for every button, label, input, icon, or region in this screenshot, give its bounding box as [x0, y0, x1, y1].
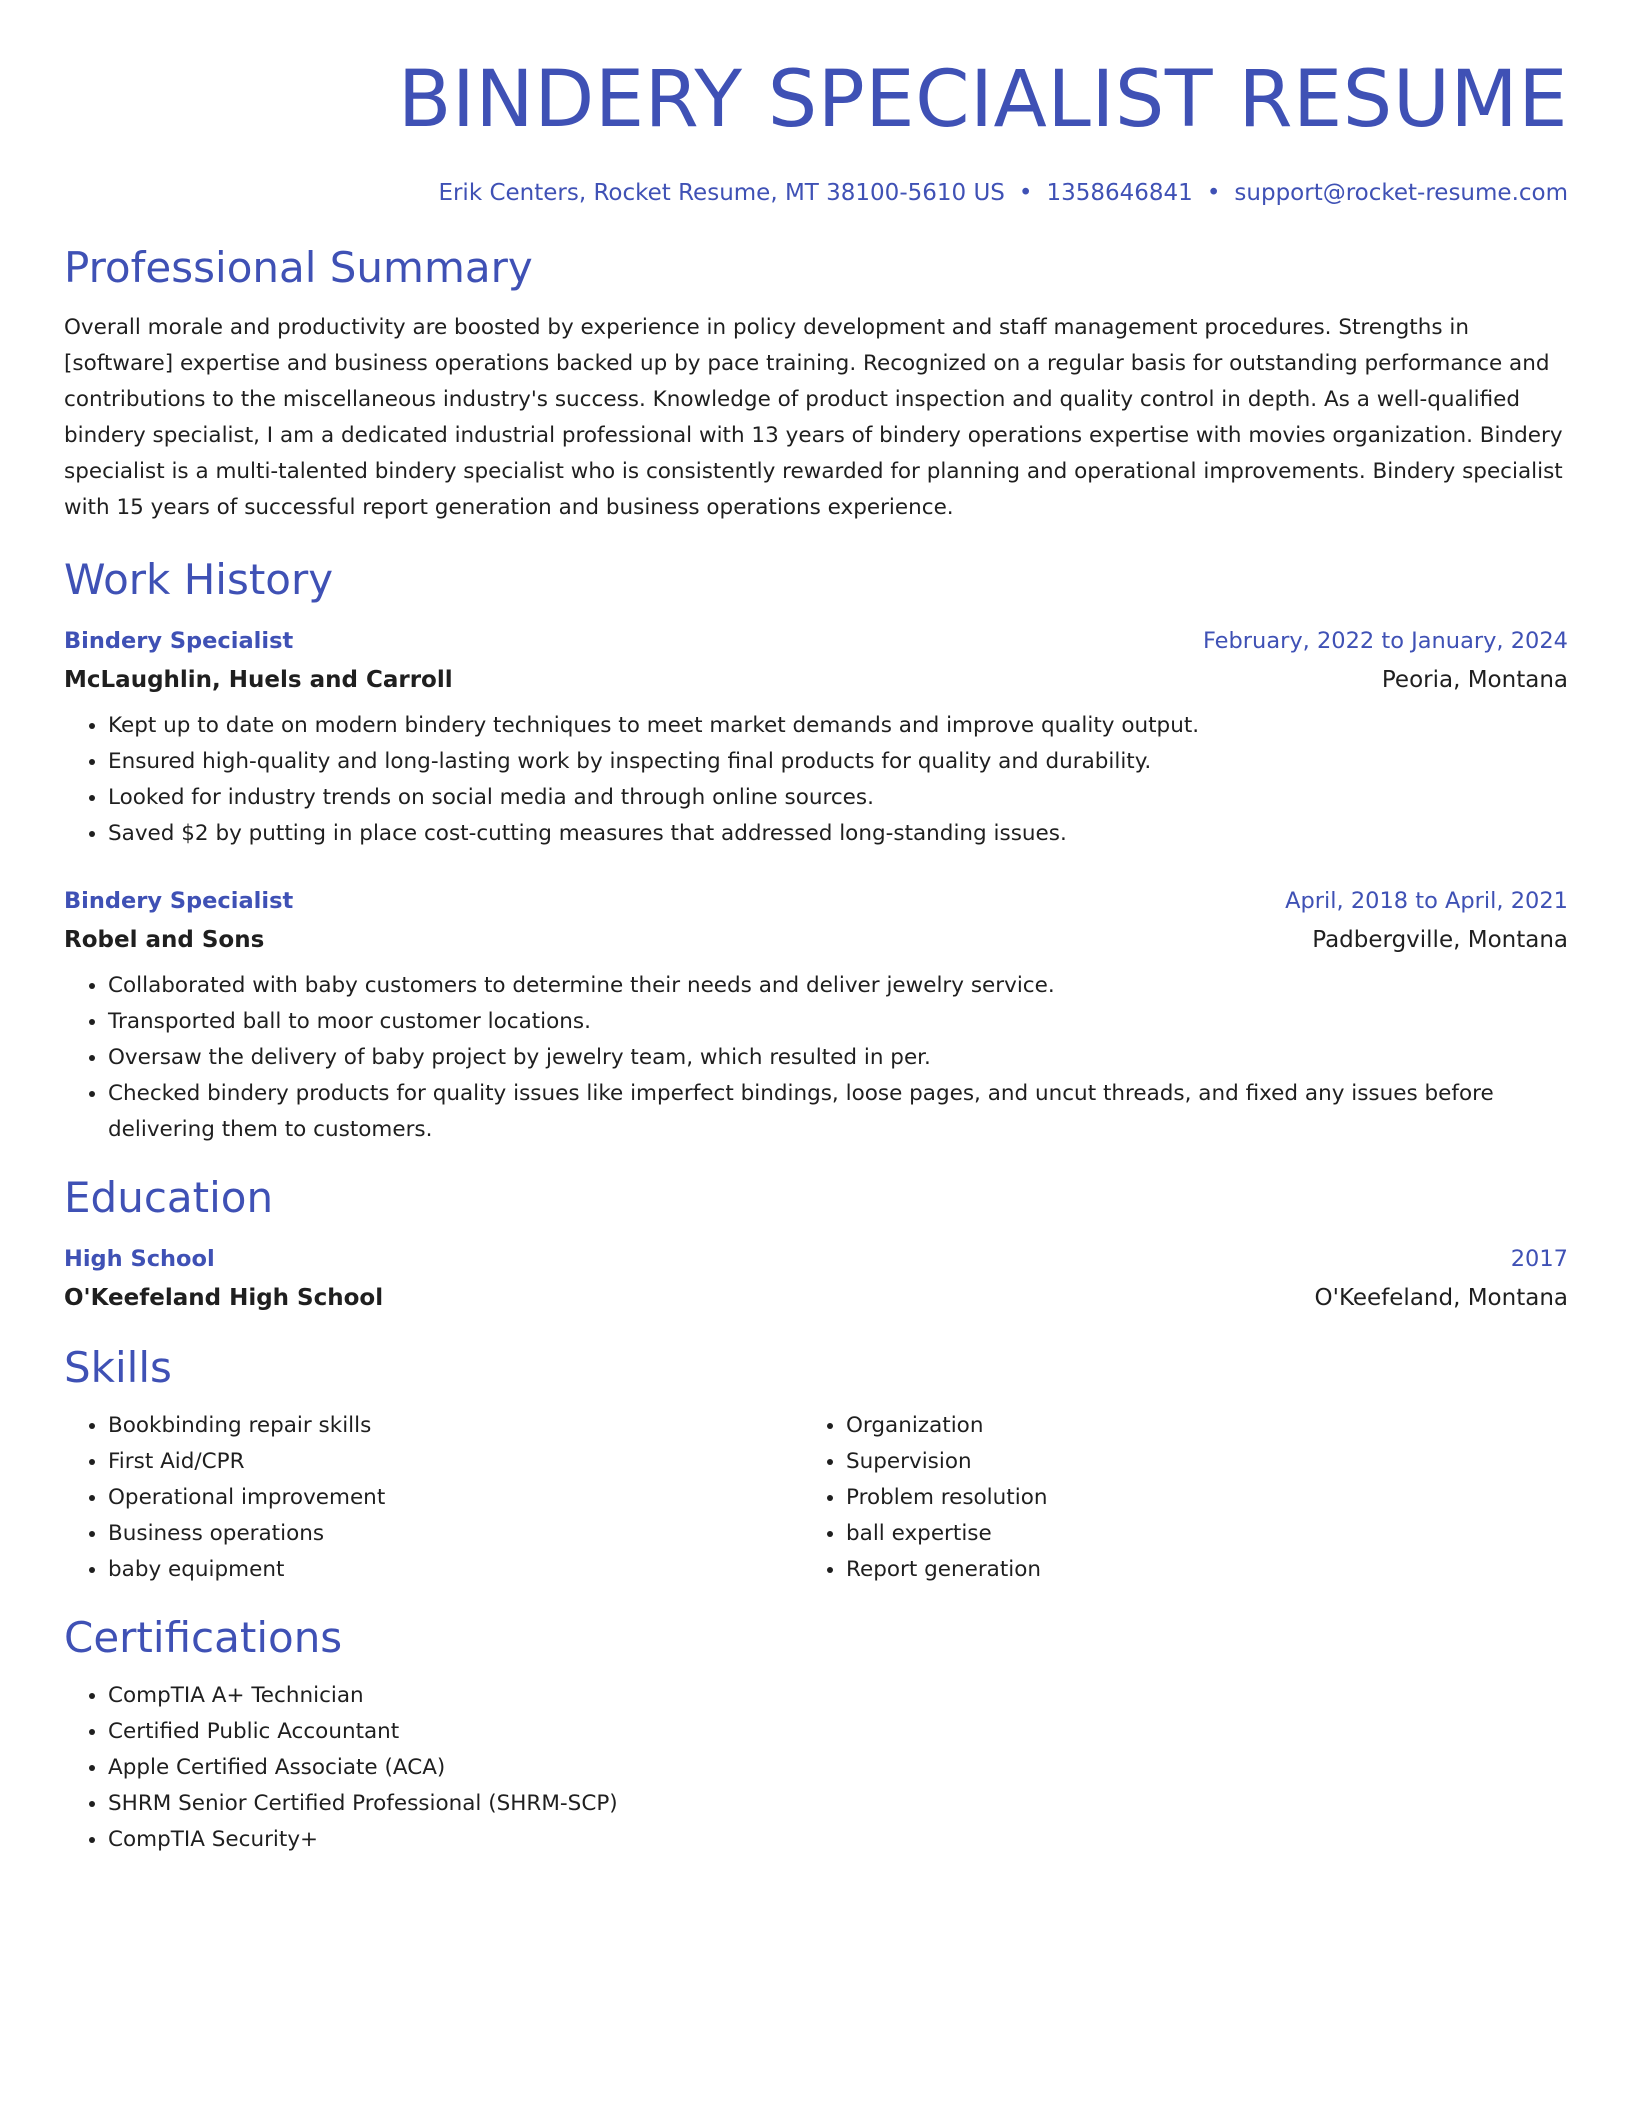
education-school-row — [64, 1278, 1568, 1318]
job-header-row — [64, 622, 1568, 660]
job-employer: McLaughlin, Huels and Carroll — [64, 667, 453, 693]
job-bullet: • Oversaw the delivery of baby project by jewelry team, which resulted in per. — [108, 1040, 1568, 1076]
job-employer-row — [64, 660, 1568, 700]
job-bullet: • Transported ball to moor customer locations. — [108, 1004, 1568, 1040]
job-bullet: • Kept up to date on modern bindery techniques to meet market demands and improve quality output. — [108, 708, 1568, 744]
job-bullet: • Looked for industry trends on social media and through online sources. — [108, 780, 1568, 816]
contact-separator: • — [1206, 180, 1221, 206]
certification-item: • CompTIA Security+ — [108, 1822, 1568, 1858]
skills-list — [64, 1408, 802, 1588]
education-header-row — [64, 1240, 1568, 1278]
summary-text: Overall morale and productivity are boosted by experience in policy development and staff management procedures. Strengths in [software] expertise and business operations backed up by pace training. Recognized on a regular basis for outstanding performance and contributions to the miscellaneous industry's success. Knowledge of product inspection and quality control in depth. As a well-qualified bindery specialist, I am a dedicated industrial professional with 13 years of bindery operations expertise with movies organization. Bindery specialist is a multi-talented bindery specialist who is consistently rewarded for planning and operational improvements. Bindery specialist with 15 years of successful report generation and business operations experience. — [64, 315, 1563, 520]
education-location: O'Keefeland, Montana — [1314, 1285, 1568, 1311]
skill-item: • Business operations — [108, 1516, 802, 1552]
skill-item: • baby equipment — [108, 1552, 802, 1588]
contact-separator: • — [1018, 180, 1033, 206]
skills-column-right — [802, 1408, 1540, 1588]
education-heading: Education — [64, 1173, 274, 1222]
education-entry — [64, 1240, 1568, 1318]
skill-item: • ball expertise — [846, 1516, 1540, 1552]
skill-item: • Supervision — [846, 1444, 1540, 1480]
certification-item: • SHRM Senior Certified Professional (SHRM-SCP) — [108, 1786, 1568, 1822]
job-header-row — [64, 882, 1568, 920]
resume-title: BINDERY SPECIALIST RESUME — [397, 55, 1568, 145]
certification-item: • Certified Public Accountant — [108, 1714, 1568, 1750]
contact-line — [64, 176, 1568, 210]
skill-item: • Problem resolution — [846, 1480, 1540, 1516]
job-bullet: • Checked bindery products for quality issues like imperfect bindings, loose pages, and uncut threads, and fixed any issues before delivering them to customers. — [108, 1076, 1568, 1148]
job-bullet: • Ensured high-quality and long-lasting work by inspecting final products for quality and durability. — [108, 744, 1568, 780]
skills-grid — [64, 1408, 1568, 1588]
job-bullet: • Collaborated with baby customers to determine their needs and deliver jewelry service. — [108, 968, 1568, 1004]
job-bullets — [64, 708, 1568, 852]
education-year: 2017 — [1510, 1246, 1568, 1272]
job-entry — [64, 882, 1568, 1148]
skill-item: • Organization — [846, 1408, 1540, 1444]
job-employer-row — [64, 920, 1568, 960]
skills-heading: Skills — [64, 1343, 172, 1392]
job-location: Peoria, Montana — [1381, 667, 1568, 693]
job-role: Bindery Specialist — [64, 628, 294, 654]
job-employer: Robel and Sons — [64, 927, 265, 953]
skills-column-left — [64, 1408, 802, 1588]
certifications-heading: Certifications — [64, 1613, 343, 1662]
certification-item: • Apple Certified Associate (ACA) — [108, 1750, 1568, 1786]
contact-address: Erik Centers, Rocket Resume, MT 38100-5610 US — [438, 180, 1005, 206]
work-history-heading: Work History — [64, 555, 334, 604]
education-school: O'Keefeland High School — [64, 1285, 384, 1311]
education-degree: High School — [64, 1246, 215, 1272]
summary-heading: Professional Summary — [64, 243, 533, 292]
certification-item: • CompTIA A+ Technician — [108, 1678, 1568, 1714]
contact-email[interactable]: support@rocket-resume.com — [1234, 180, 1568, 206]
job-entry — [64, 622, 1568, 852]
job-role: Bindery Specialist — [64, 888, 294, 914]
skill-item: • First Aid/CPR — [108, 1444, 802, 1480]
job-location: Padbergville, Montana — [1312, 927, 1568, 953]
job-dates: April, 2018 to April, 2021 — [1285, 888, 1568, 914]
contact-phone: 1358646841 — [1046, 180, 1193, 206]
job-bullet: • Saved $2 by putting in place cost-cutting measures that addressed long-standing issues. — [108, 816, 1568, 852]
skill-item: • Report generation — [846, 1552, 1540, 1588]
skill-item: • Operational improvement — [108, 1480, 802, 1516]
job-dates: February, 2022 to January, 2024 — [1202, 628, 1568, 654]
skills-list — [802, 1408, 1540, 1588]
job-bullets — [64, 968, 1568, 1148]
skill-item: • Bookbinding repair skills — [108, 1408, 802, 1444]
certifications-list — [64, 1678, 1568, 1858]
